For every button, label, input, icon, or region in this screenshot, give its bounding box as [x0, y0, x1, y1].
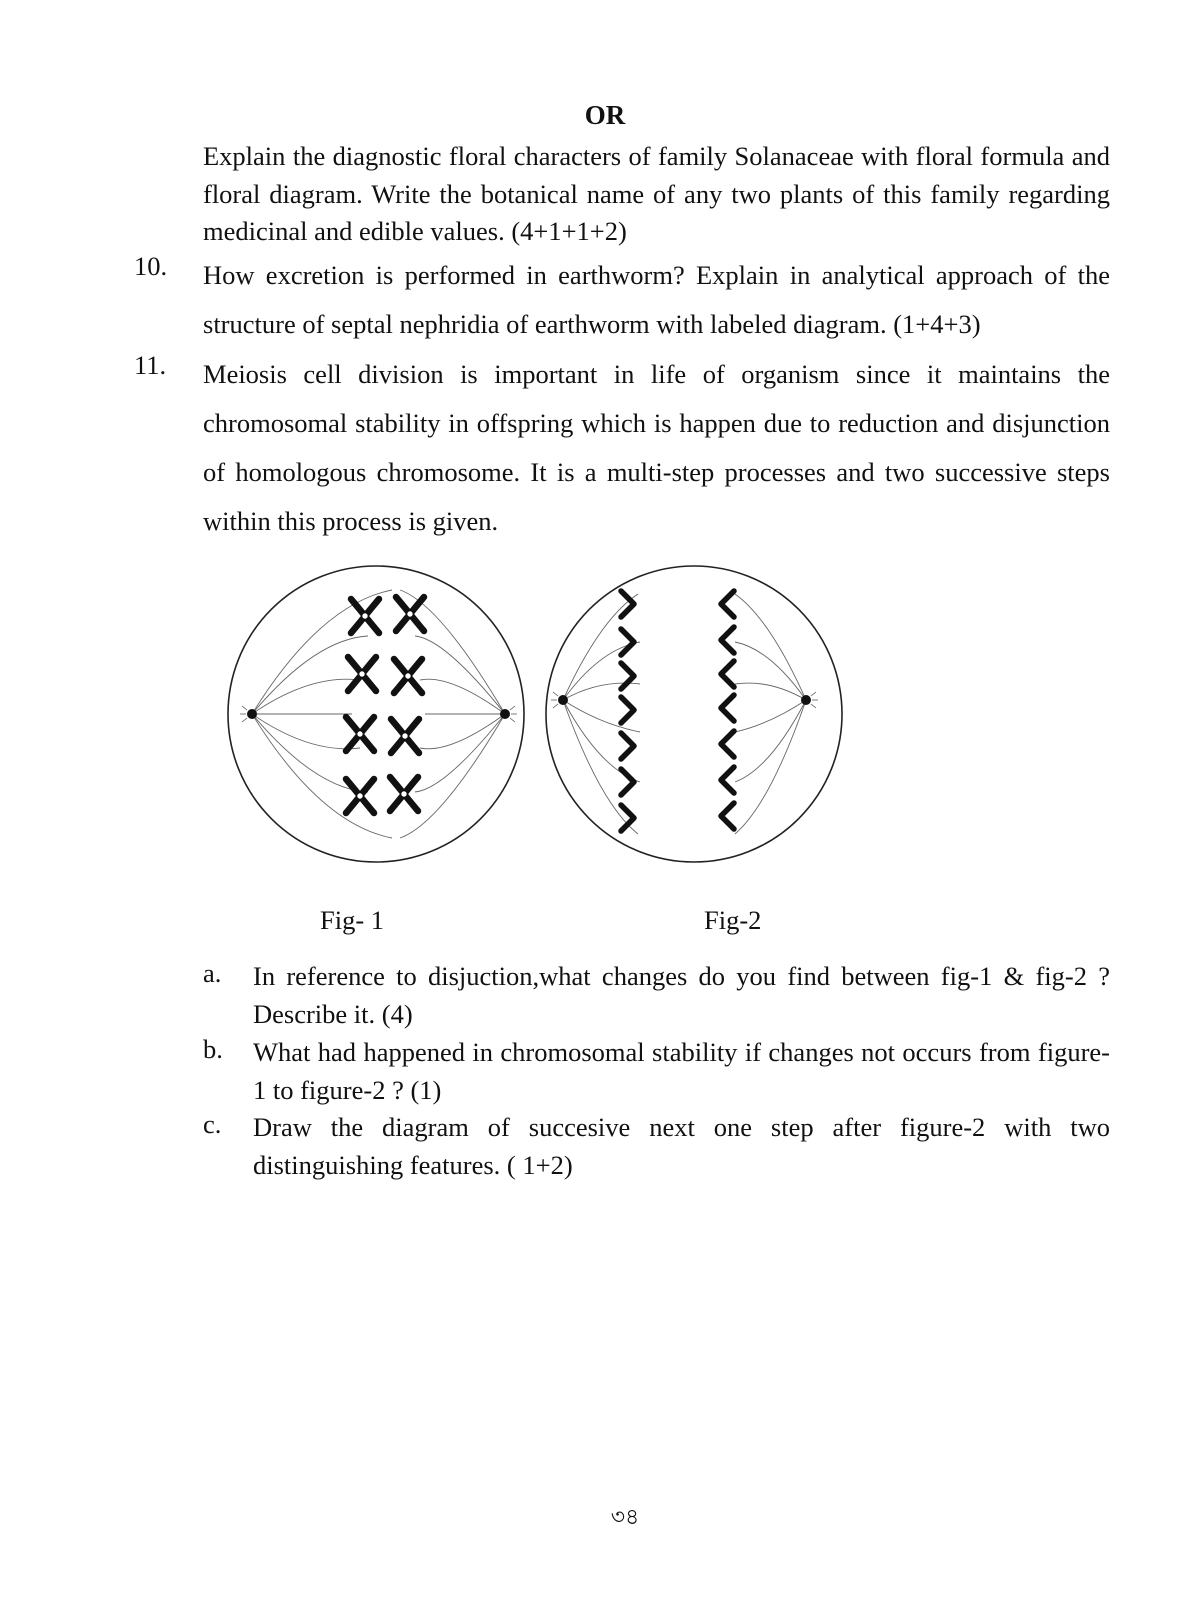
- subquestion-a-letter: a.: [203, 958, 222, 988]
- question-number-10: 10.: [134, 251, 168, 281]
- fig1-label: Fig- 1: [320, 905, 385, 935]
- fig2-label: Fig-2: [704, 905, 762, 935]
- subquestion-c-letter: c.: [203, 1109, 222, 1139]
- fig1-cell: [228, 566, 524, 862]
- subquestion-b-letter: b.: [203, 1034, 223, 1064]
- fig2-cell: [546, 566, 842, 862]
- subquestion-b-text: What had happened in chromosomal stability if changes not occurs from figure-1 to figure-2 ? (1): [253, 1037, 1110, 1105]
- meiosis-diagram: [220, 564, 880, 884]
- or-question-text: Explain the diagnostic floral characters of family Solanaceae with floral formula and floral diagram. Write the botanical name of any two plants of this family regarding medicinal and edible values. (4+1+1+2): [203, 141, 1110, 246]
- question-number-11: 11.: [134, 350, 167, 380]
- question-11-text: Meiosis cell division is important in life of organism since it maintains the chromosomal stability in offspring which is happen due to reduction and disjunction of homologous chromosome. It is a multi-step processes and two successive steps within this process is given.: [203, 359, 1110, 536]
- subquestion-a-text: In reference to disjuction,what changes do you find between fig-1 & fig-2 ? Describe it. (4): [253, 961, 1110, 1029]
- subquestion-c-text: Draw the diagram of succesive next one step after figure-2 with two distinguishing features. ( 1+2): [253, 1112, 1110, 1180]
- page-number: ৩৪: [610, 1504, 640, 1529]
- question-10-text: How excretion is performed in earthworm? Explain in analytical approach of the structure of septal nephridia of earthworm with labeled diagram. (1+4+3): [203, 260, 1110, 339]
- or-heading: OR: [584, 100, 626, 130]
